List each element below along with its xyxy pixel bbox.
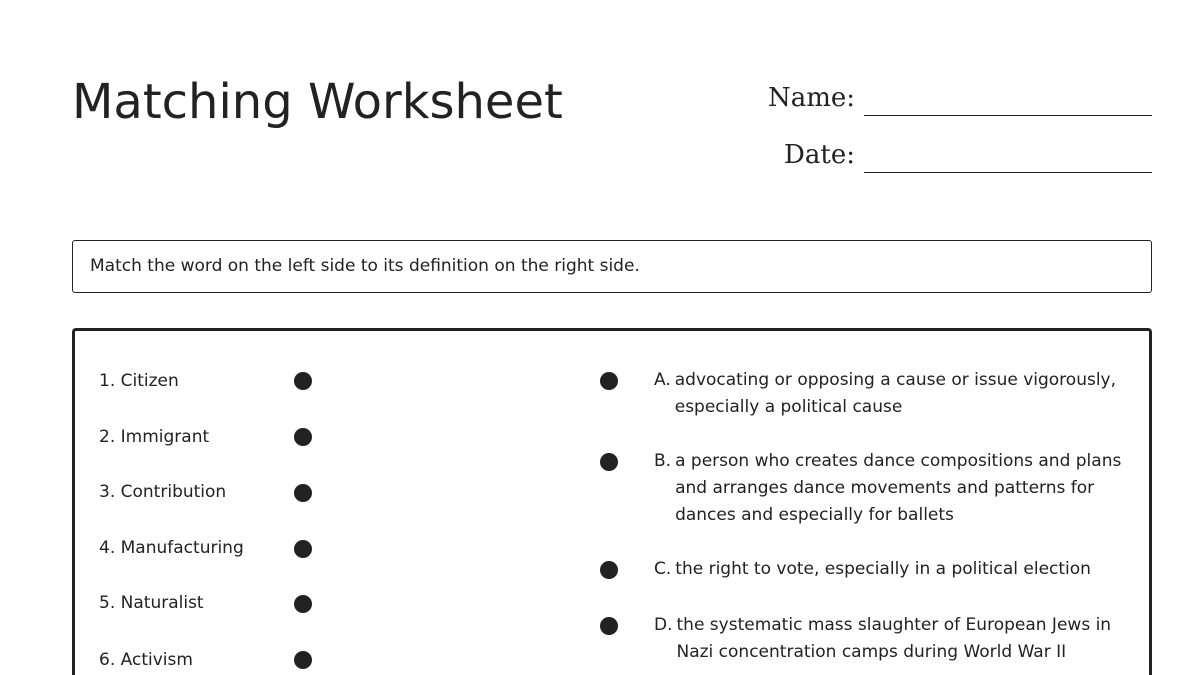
definition-letter: D. [654, 615, 673, 635]
term-word: Immigrant [120, 427, 210, 447]
term-item [99, 480, 226, 504]
term-item [99, 536, 244, 560]
term-connector-dot[interactable] [294, 484, 312, 502]
instructions-text: Match the word on the left side to its definition on the right side. [90, 256, 640, 276]
definition-letter: B. [654, 451, 672, 471]
term-connector-dot[interactable] [294, 540, 312, 558]
term-number: 3. [99, 482, 116, 502]
term-number: 4. [99, 538, 116, 558]
term-number: 1. [99, 371, 116, 391]
date-field-row [784, 137, 1152, 173]
definition-text: advocating or opposing a cause or issue vigorously, especially a political cause [674, 370, 1117, 417]
definition-connector-dot[interactable] [600, 372, 618, 390]
term-item [99, 591, 204, 615]
term-number: 6. [99, 650, 116, 670]
definition-text: the right to vote, especially in a political election [675, 559, 1091, 579]
name-field-row [768, 80, 1152, 116]
definition-item [654, 612, 1124, 666]
term-item [99, 648, 193, 672]
term-word: Manufacturing [120, 538, 244, 558]
term-connector-dot[interactable] [294, 428, 312, 446]
name-label: Name: [767, 83, 855, 113]
date-label: Date: [784, 140, 855, 170]
term-item [99, 369, 179, 393]
definition-item [654, 448, 1124, 529]
definition-connector-dot[interactable] [600, 561, 618, 579]
term-connector-dot[interactable] [294, 372, 312, 390]
term-number: 5. [99, 593, 116, 613]
definition-text: a person who creates dance compositions and plans and arranges dance movements and patterns for dances and especially for ballets [675, 451, 1122, 525]
definition-text: the systematic mass slaughter of European Jews in Nazi concentration camps during World War II [676, 615, 1112, 662]
term-word: Citizen [120, 371, 179, 391]
definition-letter: A. [654, 370, 671, 390]
term-word: Naturalist [120, 593, 204, 613]
definition-item [654, 367, 1124, 421]
instructions-box [72, 240, 1152, 293]
term-number: 2. [99, 427, 116, 447]
term-connector-dot[interactable] [294, 595, 312, 613]
name-blank-line[interactable] [864, 80, 1152, 116]
worksheet-title: Matching Worksheet [72, 74, 563, 130]
term-connector-dot[interactable] [294, 651, 312, 669]
term-word: Activism [120, 650, 193, 670]
definition-connector-dot[interactable] [600, 453, 618, 471]
definition-item [654, 556, 1124, 583]
term-word: Contribution [120, 482, 227, 502]
definition-letter: C. [654, 559, 672, 579]
date-blank-line[interactable] [864, 137, 1152, 173]
definition-connector-dot[interactable] [600, 617, 618, 635]
term-item [99, 425, 209, 449]
